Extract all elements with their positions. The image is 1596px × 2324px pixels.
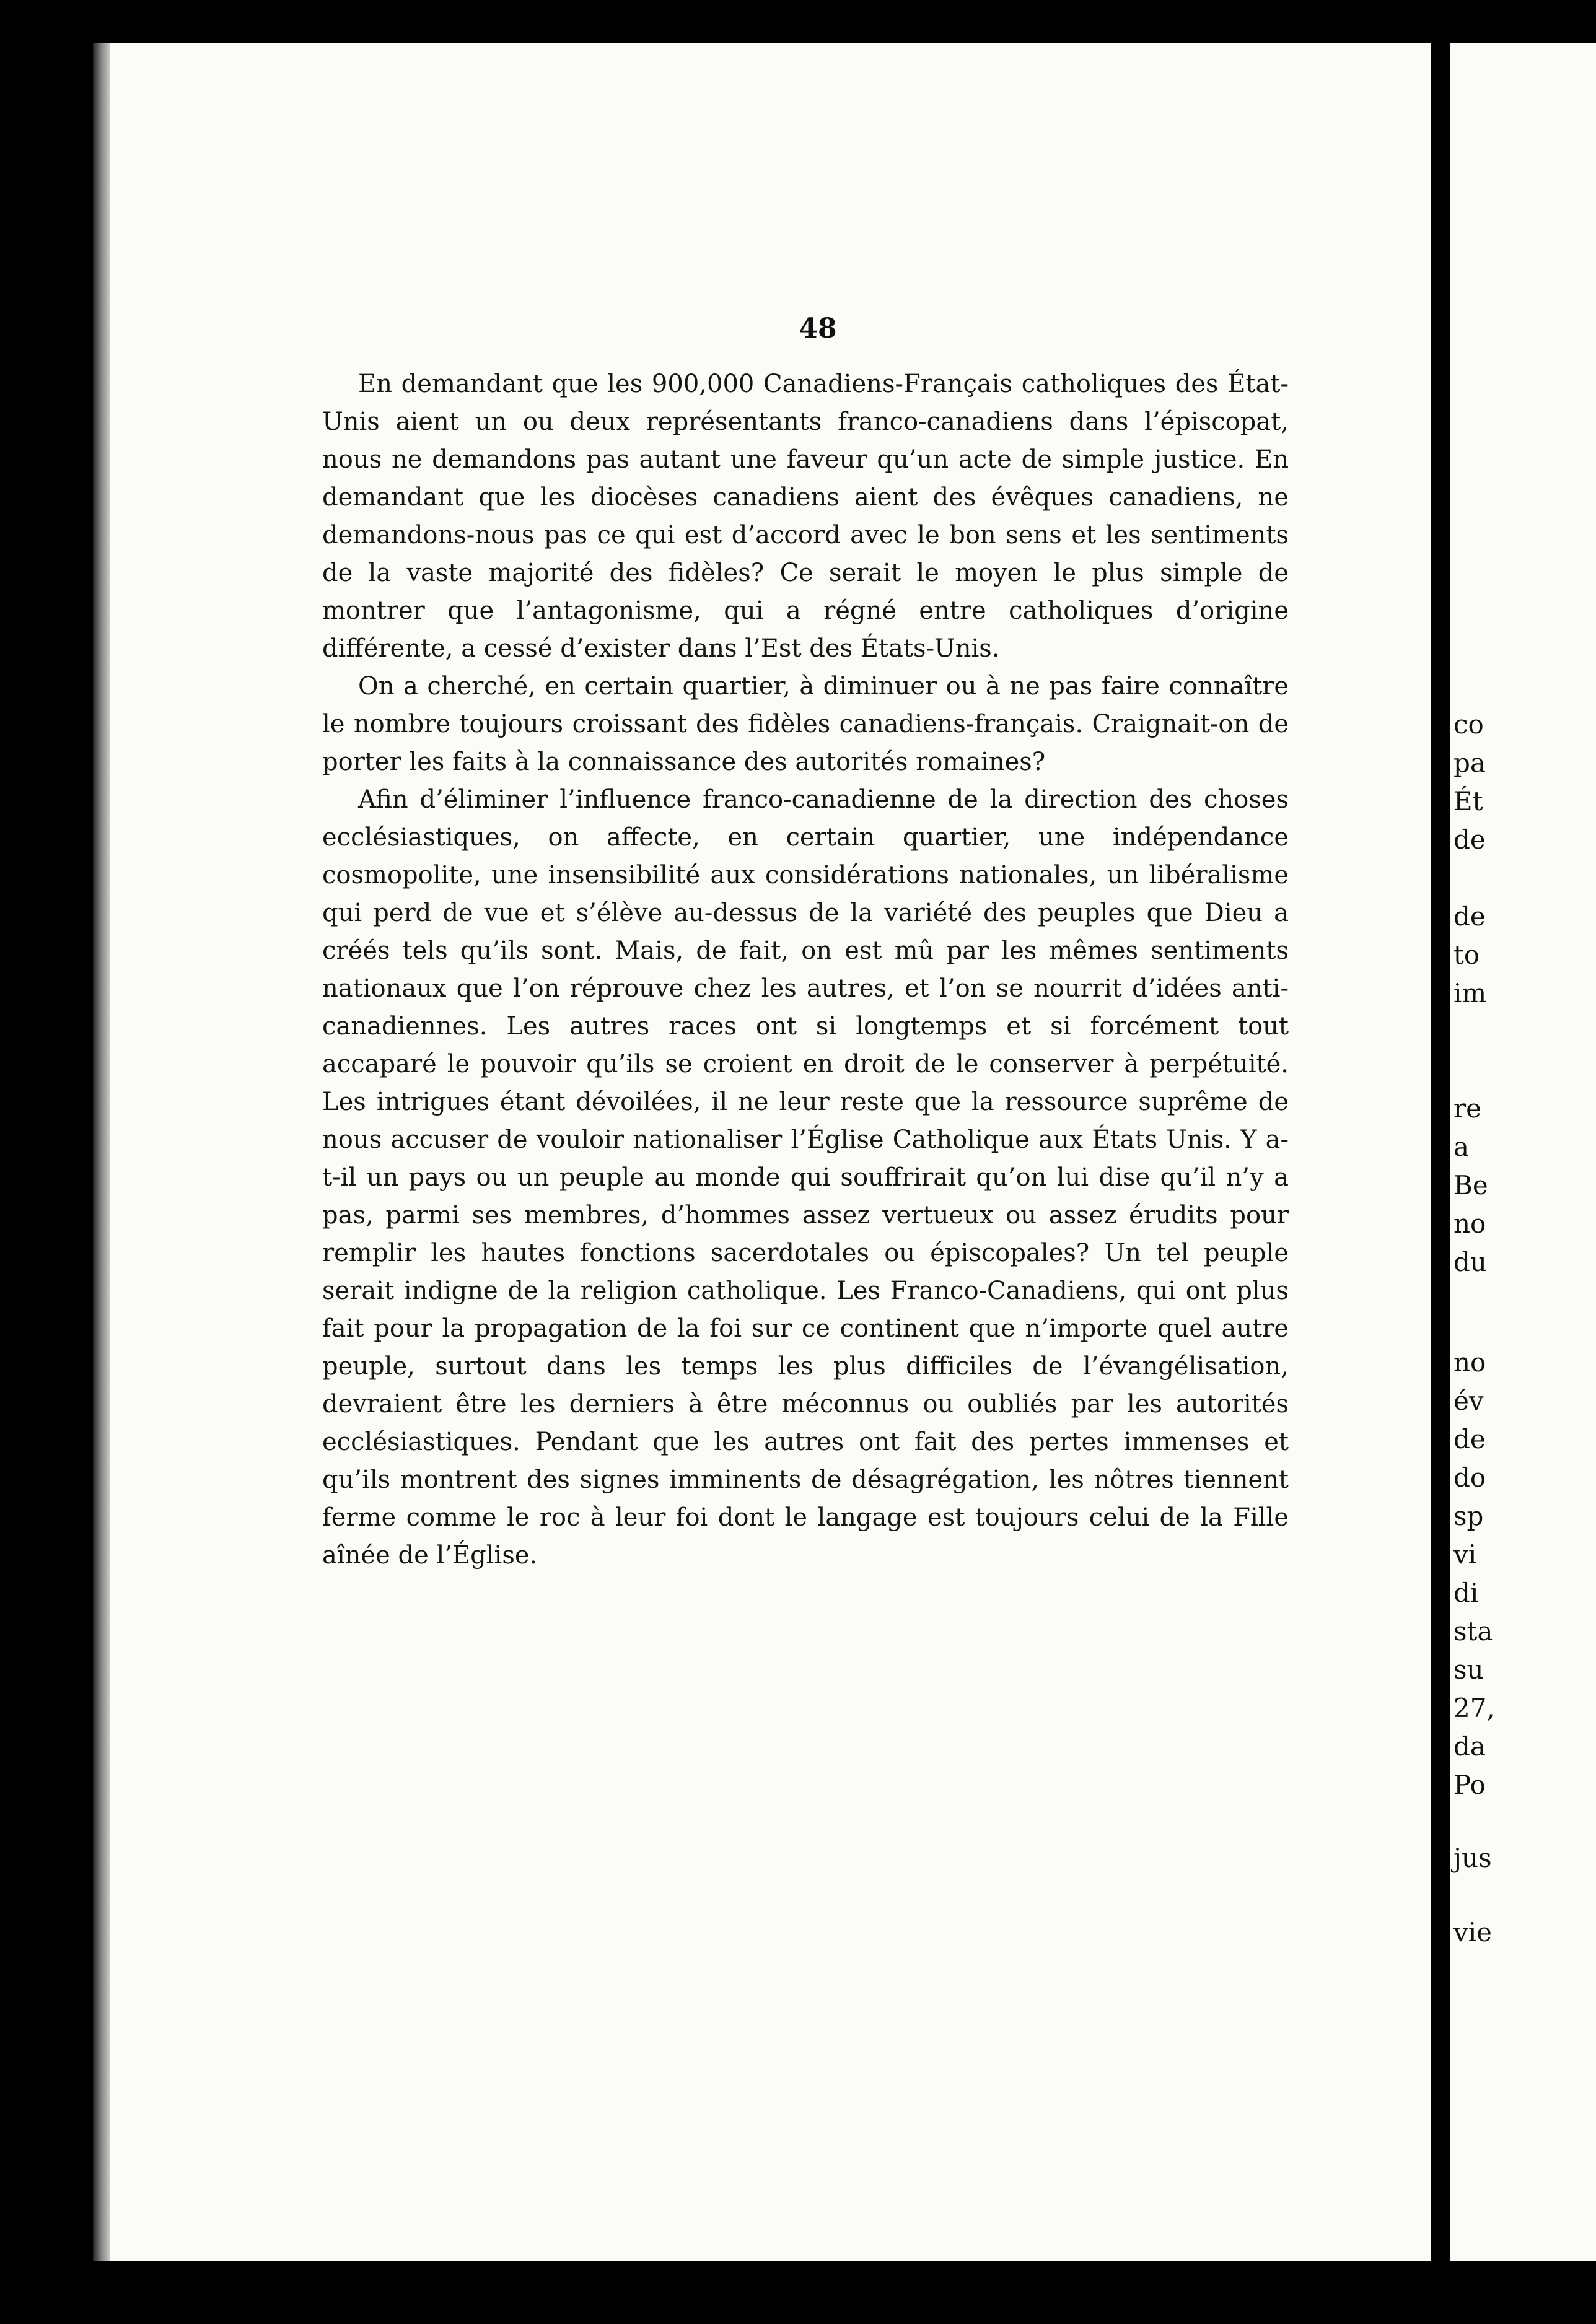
- fragment-text: pa: [1454, 748, 1486, 778]
- fragment-text: no: [1454, 1208, 1486, 1239]
- fragment-text: do: [1454, 1462, 1486, 1493]
- fragment-text: de: [1454, 824, 1486, 855]
- fragment-text: to: [1454, 940, 1480, 970]
- fragment-text: sta: [1454, 1616, 1493, 1646]
- fragment-text: sp: [1454, 1501, 1484, 1531]
- page-gutter: [1431, 43, 1450, 2261]
- fragment-text: Ét: [1454, 786, 1483, 816]
- body-text: [322, 365, 1289, 1575]
- fragment-text: su: [1454, 1654, 1484, 1685]
- paragraph-3: Afin d’éliminer l’influence franco-canadienne de la direction des choses ecclésiastiques, on affecte, en certain quartier, une indépendance cosmopolite, une insensibilité aux considérations nationales, un libéralisme qui perd de vue et s’élève au-dessus de la variété des peuples que Dieu a créés tels qu’ils sont. Mais, de fait, on est mû par les mêmes sentiments nationaux que l’on réprouve chez les autres, et l’on se nourrit d’idées anti-canadiennes. Les autres races ont si longtemps et si forcément tout accaparé le pouvoir qu’ils se croient en droit de le conserver à perpétuité. Les intrigues étant dévoilées, il ne leur reste que la ressource suprême de nous accuser de vouloir nationaliser l’Église Catholique aux États Unis. Y a-t-il un pays ou un peuple au monde qui souffrirait qu’on lui dise qu’il n’y a pas, parmi ses membres, d’hommes assez vertueux ou assez érudits pour remplir les hautes fonctions sacerdotales ou épiscopales? Un tel peuple serait indigne de la religion catholique. Les Franco-Canadiens, qui ont plus fait pour la propagation de la foi sur ce continent que n’importe quel autre peuple, surtout dans les temps les plus difficiles de l’évangélisation, devraient être les derniers à être méconnus ou oubliés par les autorités ecclésiastiques. Pendant que les autres ont fait des pertes immenses et qu’ils montrent des signes imminents de désagrégation, les nôtres tiennent ferme comme le roc à leur foi dont le langage est toujours celui de la Fille aînée de l’Église.: [322, 785, 1289, 1570]
- fragment-text: vi: [1454, 1539, 1477, 1570]
- fragment-text: de: [1454, 901, 1486, 932]
- fragment-text: du: [1454, 1247, 1487, 1277]
- fragment-text: a: [1454, 1132, 1470, 1162]
- fragment-text: de: [1454, 1424, 1486, 1454]
- fragment-text: co: [1454, 709, 1484, 740]
- right-page-fragment: [1450, 43, 1596, 2261]
- fragment-text: no: [1454, 1347, 1486, 1378]
- fragment-text: vie: [1454, 1917, 1493, 1947]
- paragraph-2: On a cherché, en certain quartier, à diminuer ou à ne pas faire connaître le nombre toujours croissant des fidèles canadiens-français. Craignait-on de porter les faits à la connaissance des autorités romaines?: [322, 672, 1289, 776]
- fragment-text: Po: [1454, 1770, 1486, 1800]
- fragment-text: év: [1454, 1386, 1484, 1416]
- binding-shadow: [93, 43, 110, 2261]
- paragraph-1: En demandant que les 900,000 Canadiens-Français catholiques des État-Unis aient un ou deux représentants franco-canadiens dans l’épiscopat, nous ne demandons pas autant une faveur qu’un acte de simple justice. En demandant que les diocèses canadiens aient des évêques canadiens, ne demandons-nous pas ce qui est d’accord avec le bon sens et les sentiments de la vaste majorité des fidèles? Ce serait le moyen le plus simple de montrer que l’antagonisme, qui a régné entre catholiques d’origine différente, a cessé d’exister dans l’Est des États-Unis.: [322, 370, 1289, 663]
- page-number: 48: [799, 313, 837, 344]
- fragment-text: im: [1454, 978, 1487, 1008]
- fragment-text: 27,: [1454, 1693, 1495, 1723]
- fragment-text: da: [1454, 1731, 1486, 1762]
- fragment-text: di: [1454, 1578, 1479, 1608]
- fragment-text: re: [1454, 1093, 1481, 1124]
- fragment-text: jus: [1454, 1843, 1492, 1873]
- fragment-text: Be: [1454, 1170, 1488, 1200]
